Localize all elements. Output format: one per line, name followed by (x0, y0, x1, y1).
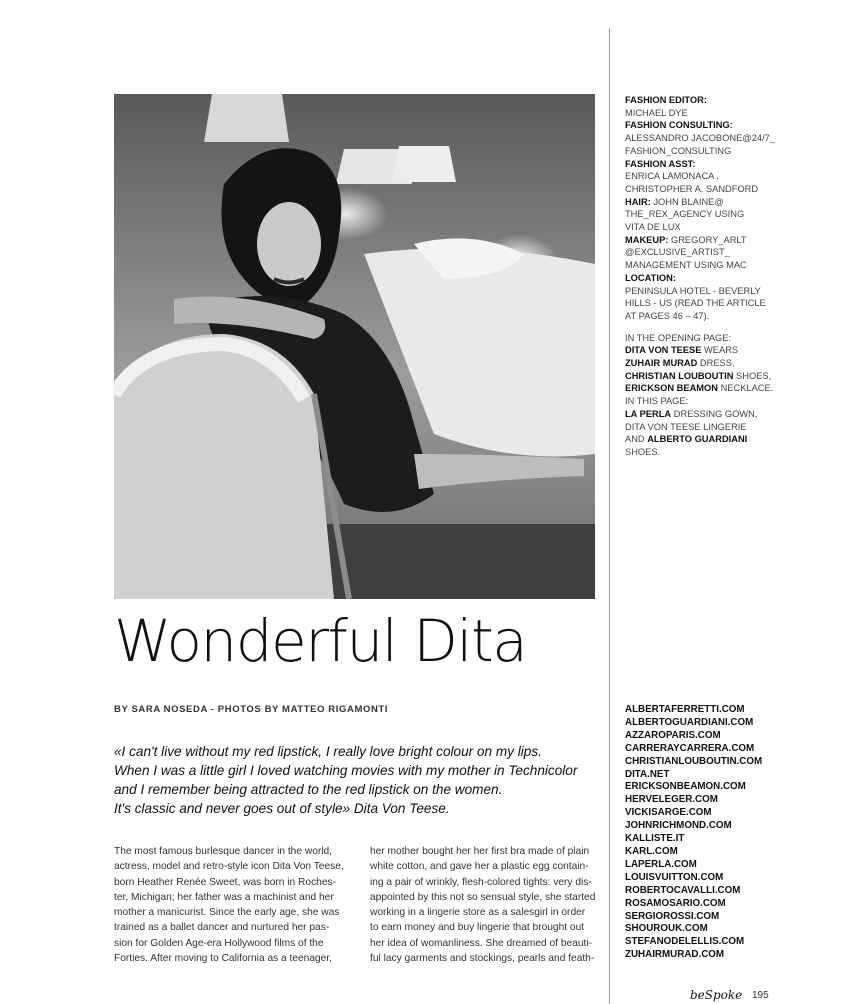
body-line: ful lacy garments and stockings, pearls and feath- (370, 953, 595, 965)
pull-quote (114, 742, 584, 818)
website-item: SERGIOROSSI.COM (625, 910, 720, 922)
lamp-shade-left (204, 94, 289, 142)
website-item: LOUISVUITTON.COM (625, 871, 724, 883)
body-line: white cotton, and gave her a plastic egg contain- (370, 861, 589, 873)
credit-brand: LA PERLA (625, 408, 672, 419)
credit-value: FASHION_CONSULTING (625, 145, 732, 156)
body-column-1 (114, 844, 344, 966)
credit-value: DITA VON TEESE LINGERIE (625, 421, 747, 432)
website-item: ALBERTAFERRETTI.COM (625, 704, 745, 715)
credit-value: PENINSULA HOTEL - BEVERLY (625, 285, 761, 296)
credit-value: MANAGEMENT USING MAC (625, 260, 747, 271)
website-item: ZUHAIRMURAD.COM (625, 949, 725, 961)
article-title: Wonderful Dita (114, 607, 527, 675)
website-item: HERVELEGER.COM (625, 794, 718, 806)
leg (414, 454, 584, 489)
body-line: appointed by this not so sensual style, she started (370, 891, 596, 903)
website-item: SHOUROUK.COM (625, 923, 708, 935)
credit-value: IN THE OPENING PAGE: (625, 332, 732, 343)
credit-value: AND (625, 434, 648, 445)
credit-label: LOCATION: (625, 272, 676, 283)
credit-value: SHOES. (625, 446, 661, 457)
body-line: ing a pair of wrinkly, flesh-colored tights: very dis- (370, 876, 592, 888)
credit-label: FASHION ASST: (625, 158, 696, 169)
website-item: KALLISTE.IT (625, 833, 685, 845)
website-item: LAPERLA.COM (625, 858, 697, 870)
body-line: working in a lingerie store as a salesgirl in order (370, 907, 586, 919)
website-item: STEFANODELELLIS.COM (625, 936, 745, 948)
credit-value: THE_REX_AGENCY USING (625, 209, 745, 220)
body-line: her mother bought her her first bra made of plain (370, 846, 590, 857)
credit-brand: ZUHAIR MURAD (625, 358, 698, 369)
credit-brand: CHRISTIAN LOUBOUTIN (625, 370, 734, 381)
page-number: 195 (752, 990, 769, 1001)
website-item: ALBERTOGUARDIANI.COM (625, 716, 754, 728)
website-item: ROBERTOCAVALLI.COM (625, 884, 741, 896)
quote-line: and I remember being attracted to the red lipstick on the women. (114, 782, 503, 797)
website-item: ROSAMOSARIO.COM (625, 897, 726, 909)
body-line: her idea of womanliness. She dreamed of beauti- (370, 937, 592, 949)
column-divider (609, 28, 610, 1004)
credit-value: SHOES, (733, 370, 772, 381)
portrait-photo (114, 94, 595, 599)
website-item: JOHNRICHMOND.COM (625, 820, 732, 832)
credit-value: ENRICA LAMONACA , (625, 171, 720, 182)
magazine-logo: beSpoke (690, 988, 743, 1002)
website-item: VICKISARGE.COM (625, 807, 712, 819)
credit-value: ALESSANDRO JACOBONE@24/7_ (625, 133, 775, 144)
credit-brand: DITA VON TEESE (625, 345, 702, 356)
body-line: born Heather Renée Sweet, was born in Roches- (114, 876, 336, 888)
credit-value: HILLS - US (READ THE ARTICLE (625, 298, 766, 309)
body-line: trained as a ballet dancer and nurtured her pas- (114, 922, 330, 934)
body-line: ter, Michigan; her father was a machinist and her (114, 891, 334, 903)
credit-brand: ERICKSON BEAMON (625, 383, 718, 394)
body-line: The most famous burlesque dancer in the world, (114, 846, 333, 857)
credit-value: DRESS, (697, 358, 735, 369)
body-line: actress, model and retro-style icon Dita Von Teese, (114, 861, 344, 873)
website-item: CARRERAYCARRERA.COM (625, 742, 755, 754)
face (257, 202, 321, 286)
credit-value: WEARS (701, 345, 739, 356)
lamp-shade-right (392, 146, 456, 182)
credit-label: FASHION EDITOR: (625, 95, 707, 105)
quote-line: It's classic and never goes out of style» Dita Von Teese. (114, 801, 450, 816)
website-list (625, 704, 762, 962)
credit-value: VITA DE LUX (625, 222, 681, 233)
credits-sidebar (625, 94, 855, 459)
photo-illustration (114, 94, 595, 599)
website-item: KARL.COM (625, 845, 678, 857)
quote-line: When I was a little girl I loved watching movies with my mother in Technicolor (114, 763, 578, 778)
body-line: to earn money and buy lingerie that brought out (370, 922, 585, 934)
credit-label: FASHION CONSULTING: (625, 120, 733, 131)
website-item: ERICKSONBEAMON.COM (625, 781, 746, 793)
credit-value: AT PAGES 46 – 47). (625, 310, 710, 321)
body-line: sion for Golden Age-era Hollywood films of the (114, 937, 324, 949)
byline: BY SARA NOSEDA - PHOTOS BY MATTEO RIGAMONTI (114, 704, 389, 715)
website-item: CHRISTIANLOUBOUTIN.COM (625, 755, 763, 767)
credit-value: @EXCLUSIVE_ARTIST_ (625, 247, 730, 258)
credit-value: CHRISTOPHER A. SANDFORD (625, 183, 759, 194)
credit-value: IN THIS PAGE: (625, 396, 689, 407)
body-column-2 (370, 844, 594, 966)
quote-line: «I can't live without my red lipstick, I really love bright colour on my lips. (114, 744, 542, 759)
body-line: mother a manicurist. Since the early age, she was (114, 907, 340, 919)
body-line: Forties. After moving to California as a teenager, (114, 953, 333, 965)
credit-value: MICHAEL DYE (625, 107, 688, 118)
credit-label: HAIR: (625, 196, 651, 207)
credit-value: DRESSING GOWN, (671, 408, 758, 419)
website-item: AZZAROPARIS.COM (625, 729, 721, 741)
website-item: DITA.NET (625, 768, 670, 780)
credit-value: JOHN BLAINE@ (650, 196, 724, 207)
credit-value: GREGORY_ARLT (668, 234, 747, 245)
credit-label: MAKEUP: (625, 234, 669, 245)
credit-value: NECKLACE. (717, 383, 774, 394)
credit-brand: ALBERTO GUARDIANI (647, 434, 748, 445)
